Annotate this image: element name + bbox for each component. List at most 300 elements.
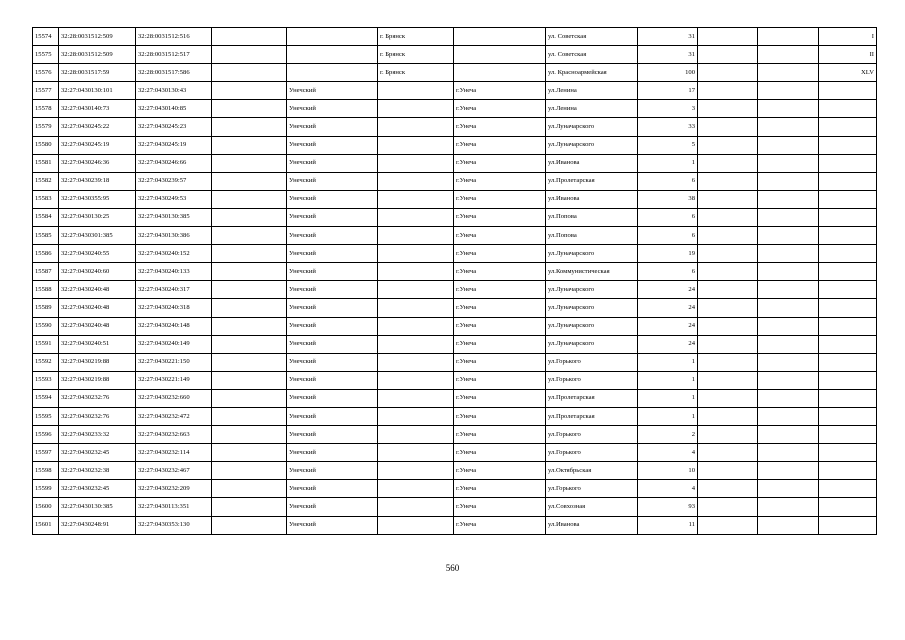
cell-row-number: 15586	[33, 245, 59, 263]
cell-district	[287, 64, 378, 82]
cell-col-extra-1	[698, 263, 758, 281]
table-row	[33, 263, 877, 281]
table-row	[33, 281, 877, 299]
table-row	[33, 46, 877, 64]
cell-row-number: 15596	[33, 426, 59, 444]
cell-street: ул. Советская	[546, 46, 638, 64]
cell-district: Унечский	[287, 462, 378, 480]
cell-house-number: 1	[638, 407, 698, 425]
cell-house-number: 6	[638, 227, 698, 245]
cell-row-number: 15578	[33, 100, 59, 118]
cell-street: ул.Горького	[546, 371, 638, 389]
table-row	[33, 498, 877, 516]
cell-apartment-roman	[819, 190, 877, 208]
cell-col-empty	[212, 227, 287, 245]
cell-city-bryansk	[378, 426, 454, 444]
cell-col-empty	[212, 281, 287, 299]
cell-apartment-roman	[819, 281, 877, 299]
cell-cadastral-number: 32:27:0430245:19	[59, 136, 136, 154]
cell-object-number: 32:27:0430130:386	[136, 227, 212, 245]
cell-street: ул.Пролетарская	[546, 407, 638, 425]
table-row	[33, 353, 877, 371]
cell-col-extra-2	[758, 118, 819, 136]
cell-district	[287, 28, 378, 46]
table-row	[33, 426, 877, 444]
cell-town: г.Унеча	[454, 172, 546, 190]
cell-street: ул.Ленина	[546, 82, 638, 100]
cell-cadastral-number: 32:28:0031512:509	[59, 46, 136, 64]
cell-city-bryansk	[378, 407, 454, 425]
cell-apartment-roman	[819, 263, 877, 281]
cell-object-number: 32:27:0430240:148	[136, 317, 212, 335]
cell-cadastral-number: 32:27:0430130:25	[59, 208, 136, 226]
cell-town: г.Унеча	[454, 462, 546, 480]
cell-town: г.Унеча	[454, 335, 546, 353]
cell-house-number: 2	[638, 426, 698, 444]
cell-street: ул.Горького	[546, 480, 638, 498]
cell-row-number: 15589	[33, 299, 59, 317]
cell-col-extra-1	[698, 136, 758, 154]
cell-town: г.Унеча	[454, 227, 546, 245]
cell-col-empty	[212, 208, 287, 226]
cell-apartment-roman	[819, 100, 877, 118]
cell-house-number: 1	[638, 353, 698, 371]
cell-object-number: 32:28:0031517:586	[136, 64, 212, 82]
cell-apartment-roman	[819, 118, 877, 136]
cell-col-empty	[212, 335, 287, 353]
cell-city-bryansk: г. Брянск	[378, 28, 454, 46]
cell-col-extra-1	[698, 516, 758, 534]
cell-col-extra-1	[698, 335, 758, 353]
table-row	[33, 299, 877, 317]
cell-row-number: 15597	[33, 444, 59, 462]
cell-cadastral-number: 32:27:0430140:73	[59, 100, 136, 118]
cell-col-extra-2	[758, 190, 819, 208]
cell-cadastral-number: 32:28:0031512:509	[59, 28, 136, 46]
cell-house-number: 17	[638, 82, 698, 100]
cell-cadastral-number: 32:27:0430248:91	[59, 516, 136, 534]
cell-town: г.Унеча	[454, 208, 546, 226]
cell-col-empty	[212, 426, 287, 444]
cell-district: Унечский	[287, 299, 378, 317]
cell-row-number: 15574	[33, 28, 59, 46]
cell-street: ул.Горького	[546, 426, 638, 444]
cadastral-table	[32, 27, 877, 535]
cell-district: Унечский	[287, 118, 378, 136]
cell-col-empty	[212, 462, 287, 480]
cell-col-extra-2	[758, 46, 819, 64]
cell-col-extra-2	[758, 172, 819, 190]
cell-street: ул.Горького	[546, 353, 638, 371]
cell-district: Унечский	[287, 82, 378, 100]
cell-col-extra-2	[758, 371, 819, 389]
cell-row-number: 15588	[33, 281, 59, 299]
cell-apartment-roman: I	[819, 28, 877, 46]
cell-col-extra-1	[698, 208, 758, 226]
table-row	[33, 317, 877, 335]
cell-col-extra-1	[698, 299, 758, 317]
cell-apartment-roman	[819, 227, 877, 245]
cell-cadastral-number: 32:27:0430219:88	[59, 353, 136, 371]
cell-town	[454, 64, 546, 82]
cell-apartment-roman	[819, 136, 877, 154]
cell-cadastral-number: 32:27:0430232:45	[59, 444, 136, 462]
cell-city-bryansk	[378, 136, 454, 154]
cell-cadastral-number: 32:27:0430240:48	[59, 281, 136, 299]
cell-apartment-roman	[819, 444, 877, 462]
table-row	[33, 190, 877, 208]
cell-object-number: 32:27:0430240:152	[136, 245, 212, 263]
cell-col-extra-2	[758, 353, 819, 371]
cell-street: ул.Луначарского	[546, 317, 638, 335]
cell-col-extra-2	[758, 263, 819, 281]
cell-row-number: 15598	[33, 462, 59, 480]
cell-street: ул.Луначарского	[546, 136, 638, 154]
cell-apartment-roman	[819, 480, 877, 498]
cell-col-empty	[212, 353, 287, 371]
cell-object-number: 32:27:0430245:23	[136, 118, 212, 136]
cell-col-extra-2	[758, 154, 819, 172]
cell-col-extra-1	[698, 227, 758, 245]
table-row	[33, 389, 877, 407]
cell-street: ул.Иванова	[546, 154, 638, 172]
cell-col-empty	[212, 118, 287, 136]
cell-town: г.Унеча	[454, 426, 546, 444]
table-row	[33, 154, 877, 172]
cell-town: г.Унеча	[454, 245, 546, 263]
cell-object-number: 32:27:0430232:660	[136, 389, 212, 407]
cell-col-empty	[212, 407, 287, 425]
cell-object-number: 32:27:0430232:663	[136, 426, 212, 444]
cell-object-number: 32:27:0430221:149	[136, 371, 212, 389]
cell-house-number: 31	[638, 46, 698, 64]
cell-street: ул.Луначарского	[546, 281, 638, 299]
table-row	[33, 118, 877, 136]
cell-col-empty	[212, 480, 287, 498]
cell-row-number: 15576	[33, 64, 59, 82]
cell-town: г.Унеча	[454, 154, 546, 172]
cell-object-number: 32:27:0430232:209	[136, 480, 212, 498]
cell-col-empty	[212, 299, 287, 317]
cell-col-extra-2	[758, 335, 819, 353]
cell-house-number: 5	[638, 136, 698, 154]
cell-city-bryansk	[378, 82, 454, 100]
cell-row-number: 15601	[33, 516, 59, 534]
cell-street: ул.Иванова	[546, 190, 638, 208]
cell-col-extra-1	[698, 444, 758, 462]
cell-city-bryansk	[378, 190, 454, 208]
cell-street: ул.Ленина	[546, 100, 638, 118]
cell-district: Унечский	[287, 245, 378, 263]
table-row	[33, 28, 877, 46]
cell-house-number: 93	[638, 498, 698, 516]
cell-object-number: 32:27:0430221:150	[136, 353, 212, 371]
table-row	[33, 444, 877, 462]
cell-col-empty	[212, 498, 287, 516]
cell-street: ул.Совхозная	[546, 498, 638, 516]
cell-house-number: 31	[638, 28, 698, 46]
cell-col-extra-1	[698, 480, 758, 498]
cell-city-bryansk	[378, 100, 454, 118]
cell-street: ул.Пролетарская	[546, 389, 638, 407]
cell-house-number: 24	[638, 335, 698, 353]
cell-row-number: 15590	[33, 317, 59, 335]
cell-apartment-roman	[819, 462, 877, 480]
table-row	[33, 82, 877, 100]
cell-cadastral-number: 32:27:0430233:32	[59, 426, 136, 444]
cell-col-extra-2	[758, 462, 819, 480]
table-row	[33, 100, 877, 118]
cell-col-extra-2	[758, 498, 819, 516]
cell-city-bryansk	[378, 154, 454, 172]
cell-district: Унечский	[287, 353, 378, 371]
cell-district: Унечский	[287, 172, 378, 190]
cell-city-bryansk	[378, 498, 454, 516]
cell-object-number: 32:27:0430353:130	[136, 516, 212, 534]
cell-city-bryansk	[378, 245, 454, 263]
cell-col-empty	[212, 64, 287, 82]
cell-cadastral-number: 32:27:0430240:60	[59, 263, 136, 281]
cell-row-number: 15594	[33, 389, 59, 407]
cell-street: ул.Иванова	[546, 516, 638, 534]
cell-col-extra-1	[698, 46, 758, 64]
cell-town: г.Унеча	[454, 317, 546, 335]
cell-col-extra-2	[758, 245, 819, 263]
cell-row-number: 15583	[33, 190, 59, 208]
cell-house-number: 3	[638, 100, 698, 118]
cell-house-number: 100	[638, 64, 698, 82]
cell-row-number: 15600	[33, 498, 59, 516]
cell-house-number: 6	[638, 172, 698, 190]
cell-house-number: 33	[638, 118, 698, 136]
cell-col-extra-2	[758, 28, 819, 46]
cell-col-empty	[212, 371, 287, 389]
cell-row-number: 15579	[33, 118, 59, 136]
cell-apartment-roman	[819, 371, 877, 389]
cell-district: Унечский	[287, 426, 378, 444]
cell-street: ул.Луначарского	[546, 299, 638, 317]
cell-row-number: 15592	[33, 353, 59, 371]
cell-house-number: 24	[638, 299, 698, 317]
cell-city-bryansk	[378, 516, 454, 534]
cell-col-extra-1	[698, 426, 758, 444]
cell-house-number: 10	[638, 462, 698, 480]
cell-col-extra-1	[698, 389, 758, 407]
cell-col-extra-2	[758, 227, 819, 245]
cell-col-extra-1	[698, 64, 758, 82]
cell-object-number: 32:27:0430246:66	[136, 154, 212, 172]
cell-district: Унечский	[287, 281, 378, 299]
cell-col-extra-1	[698, 462, 758, 480]
cell-street: ул.Пролетарская	[546, 172, 638, 190]
cell-object-number: 32:27:0430113:351	[136, 498, 212, 516]
cell-town: г.Унеча	[454, 389, 546, 407]
cell-apartment-roman	[819, 317, 877, 335]
cell-cadastral-number: 32:27:0430130:385	[59, 498, 136, 516]
cell-city-bryansk	[378, 118, 454, 136]
cell-district: Унечский	[287, 444, 378, 462]
cell-city-bryansk	[378, 371, 454, 389]
cell-row-number: 15599	[33, 480, 59, 498]
cell-cadastral-number: 32:27:0430246:36	[59, 154, 136, 172]
cell-city-bryansk	[378, 317, 454, 335]
cell-col-empty	[212, 389, 287, 407]
cell-col-empty	[212, 190, 287, 208]
cell-house-number: 1	[638, 389, 698, 407]
cell-col-extra-2	[758, 82, 819, 100]
cell-town: г.Унеча	[454, 516, 546, 534]
cell-cadastral-number: 32:27:0430219:88	[59, 371, 136, 389]
cell-street: ул.Попова	[546, 227, 638, 245]
cell-row-number: 15580	[33, 136, 59, 154]
cell-cadastral-number: 32:27:0430232:38	[59, 462, 136, 480]
cell-district: Унечский	[287, 317, 378, 335]
table-row	[33, 407, 877, 425]
table-row	[33, 208, 877, 226]
cell-row-number: 15584	[33, 208, 59, 226]
cell-cadastral-number: 32:27:0430232:45	[59, 480, 136, 498]
cell-col-empty	[212, 46, 287, 64]
cell-col-empty	[212, 263, 287, 281]
table-row	[33, 172, 877, 190]
cell-house-number: 1	[638, 371, 698, 389]
cell-object-number: 32:27:0430239:57	[136, 172, 212, 190]
cell-col-extra-1	[698, 245, 758, 263]
cell-col-extra-2	[758, 389, 819, 407]
cell-col-extra-1	[698, 154, 758, 172]
cell-col-extra-1	[698, 317, 758, 335]
cell-col-empty	[212, 317, 287, 335]
cell-col-extra-2	[758, 317, 819, 335]
cell-district: Унечский	[287, 154, 378, 172]
cell-col-extra-2	[758, 480, 819, 498]
cell-col-empty	[212, 516, 287, 534]
table-row	[33, 227, 877, 245]
table-row	[33, 516, 877, 534]
cell-city-bryansk	[378, 281, 454, 299]
cell-col-empty	[212, 28, 287, 46]
cell-col-extra-1	[698, 353, 758, 371]
cell-col-empty	[212, 154, 287, 172]
cell-row-number: 15587	[33, 263, 59, 281]
cell-apartment-roman	[819, 208, 877, 226]
cell-district: Унечский	[287, 498, 378, 516]
table-row	[33, 335, 877, 353]
cell-district: Унечский	[287, 208, 378, 226]
cell-town: г.Унеча	[454, 353, 546, 371]
cell-town: г.Унеча	[454, 190, 546, 208]
cell-row-number: 15585	[33, 227, 59, 245]
table-row	[33, 245, 877, 263]
cell-object-number: 32:28:0031512:517	[136, 46, 212, 64]
cell-object-number: 32:27:0430232:467	[136, 462, 212, 480]
cell-district: Унечский	[287, 407, 378, 425]
cell-town: г.Унеча	[454, 444, 546, 462]
cell-apartment-roman: II	[819, 46, 877, 64]
cell-col-empty	[212, 136, 287, 154]
cell-row-number: 15581	[33, 154, 59, 172]
cell-apartment-roman	[819, 82, 877, 100]
cell-street: ул.Октябрьская	[546, 462, 638, 480]
cell-col-extra-2	[758, 426, 819, 444]
cell-apartment-roman	[819, 426, 877, 444]
cell-apartment-roman	[819, 154, 877, 172]
cell-col-extra-1	[698, 371, 758, 389]
cell-row-number: 15577	[33, 82, 59, 100]
cell-city-bryansk	[378, 480, 454, 498]
cell-street: ул.Коммунистическая	[546, 263, 638, 281]
cell-apartment-roman	[819, 335, 877, 353]
cell-col-extra-1	[698, 190, 758, 208]
cell-col-extra-1	[698, 172, 758, 190]
table-row	[33, 462, 877, 480]
cell-col-extra-2	[758, 208, 819, 226]
cell-object-number: 32:27:0430240:317	[136, 281, 212, 299]
cell-apartment-roman	[819, 389, 877, 407]
cell-city-bryansk	[378, 389, 454, 407]
cell-house-number: 6	[638, 263, 698, 281]
cell-city-bryansk	[378, 335, 454, 353]
cell-street: ул. Советская	[546, 28, 638, 46]
cell-cadastral-number: 32:27:0430240:48	[59, 299, 136, 317]
cell-city-bryansk	[378, 208, 454, 226]
cell-district	[287, 46, 378, 64]
cell-house-number: 19	[638, 245, 698, 263]
cell-col-empty	[212, 245, 287, 263]
cell-col-extra-1	[698, 100, 758, 118]
cell-row-number: 15575	[33, 46, 59, 64]
table-row	[33, 480, 877, 498]
cell-object-number: 32:28:0031512:516	[136, 28, 212, 46]
cell-town: г.Унеча	[454, 480, 546, 498]
cell-street: ул.Луначарского	[546, 118, 638, 136]
cell-district: Унечский	[287, 335, 378, 353]
page-number: 560	[445, 563, 460, 573]
cell-cadastral-number: 32:27:0430240:51	[59, 335, 136, 353]
cell-cadastral-number: 32:27:0430245:22	[59, 118, 136, 136]
cell-house-number: 1	[638, 154, 698, 172]
cell-apartment-roman	[819, 353, 877, 371]
cell-apartment-roman	[819, 245, 877, 263]
cell-street: ул.Горького	[546, 444, 638, 462]
cell-city-bryansk	[378, 299, 454, 317]
cell-cadastral-number: 32:27:0430232:76	[59, 407, 136, 425]
cell-object-number: 32:27:0430240:133	[136, 263, 212, 281]
cell-col-extra-2	[758, 444, 819, 462]
cell-cadastral-number: 32:28:0031517:59	[59, 64, 136, 82]
cell-street: ул.Попова	[546, 208, 638, 226]
cell-object-number: 32:27:0430240:149	[136, 335, 212, 353]
cell-district: Унечский	[287, 263, 378, 281]
cell-city-bryansk	[378, 227, 454, 245]
cell-apartment-roman	[819, 407, 877, 425]
cell-row-number: 15582	[33, 172, 59, 190]
cell-object-number: 32:27:0430232:114	[136, 444, 212, 462]
cell-col-empty	[212, 82, 287, 100]
cell-city-bryansk: г. Брянск	[378, 46, 454, 64]
cell-town: г.Унеча	[454, 371, 546, 389]
cell-district: Унечский	[287, 389, 378, 407]
cell-cadastral-number: 32:27:0430239:18	[59, 172, 136, 190]
cell-cadastral-number: 32:27:0430240:48	[59, 317, 136, 335]
cell-col-extra-2	[758, 136, 819, 154]
cell-town: г.Унеча	[454, 263, 546, 281]
cell-house-number: 24	[638, 317, 698, 335]
cell-col-extra-2	[758, 407, 819, 425]
cell-house-number: 24	[638, 281, 698, 299]
cell-district: Унечский	[287, 371, 378, 389]
cell-col-empty	[212, 444, 287, 462]
